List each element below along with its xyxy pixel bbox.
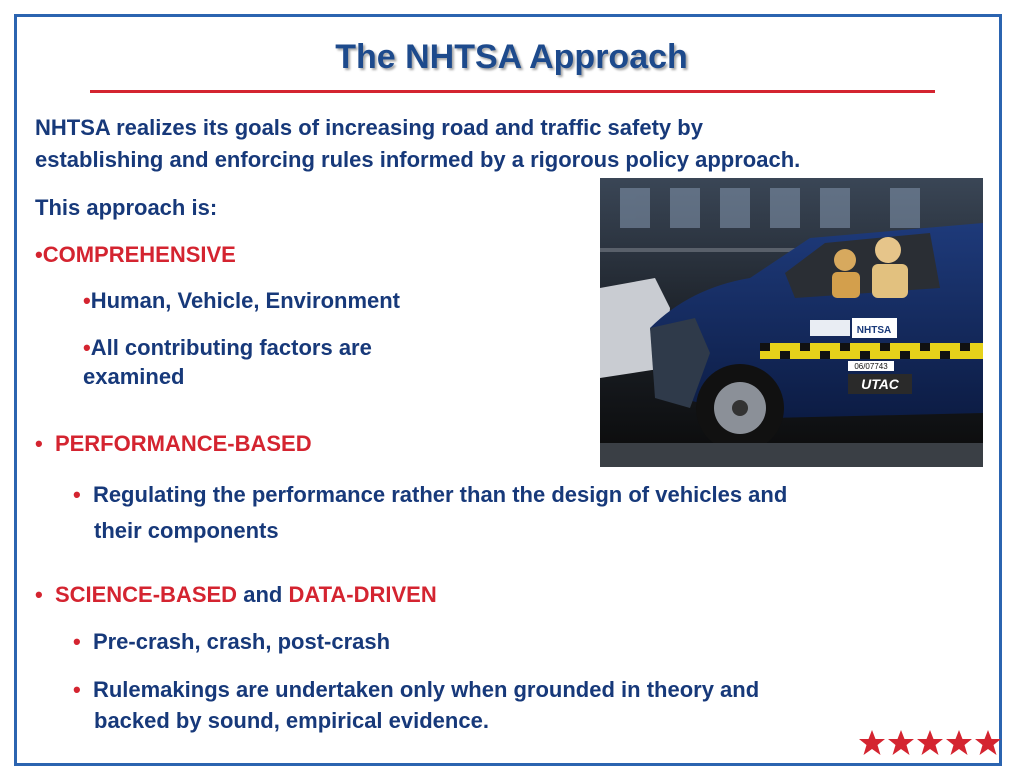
- intro-line-1: NHTSA realizes its goals of increasing road and traffic safety by: [35, 115, 703, 140]
- bullet-dot: •: [73, 677, 81, 702]
- sub-bullet-text: Human, Vehicle, Environment: [90, 288, 401, 313]
- bullet-dot: •: [73, 482, 81, 507]
- performance-heading: PERFORMANCE-BASED: [54, 431, 312, 456]
- sub-bullet: [73, 627, 390, 657]
- slide-title: The NHTSA Approach: [335, 38, 688, 76]
- intro-line-2: establishing and enforcing rules informed by a rigorous policy approach.: [35, 147, 801, 172]
- bullet-comprehensive: [35, 240, 236, 270]
- bullet-dot: •: [35, 431, 43, 456]
- sub-bullet-text: Rulemakings are undertaken only when grounded in theory and: [92, 677, 760, 702]
- utac-sticker: UTAC: [861, 376, 899, 392]
- sub-bullet-continued: backed by sound, empirical evidence.: [94, 708, 489, 733]
- science-heading: SCIENCE-BASED: [54, 582, 238, 607]
- five-star-rating-logo: [858, 728, 1003, 758]
- bullet-dot: •: [35, 242, 43, 267]
- bullet-dot: •: [83, 288, 91, 313]
- sub-bullet: [83, 286, 400, 316]
- test-number: 06/07743: [854, 362, 888, 371]
- bullet-science: [35, 580, 437, 610]
- sub-bullet: [73, 480, 787, 510]
- bullet-dot: •: [73, 629, 81, 654]
- approach-label: This approach is:: [35, 195, 218, 220]
- title-underline: [90, 90, 935, 93]
- data-heading: DATA-DRIVEN: [288, 582, 437, 607]
- comprehensive-heading: COMPREHENSIVE: [42, 242, 236, 267]
- crash-test-photo: [600, 178, 983, 467]
- sub-bullet-text: Pre-crash, crash, post-crash: [92, 629, 391, 654]
- and-text: and: [243, 582, 283, 607]
- bullet-dot: •: [83, 335, 91, 360]
- sub-bullet: [83, 333, 372, 363]
- crash-car-illustration: [600, 178, 983, 467]
- sub-bullet: [73, 675, 759, 705]
- star-icon: [859, 730, 1001, 755]
- sub-bullet-text: All contributing factors are: [90, 335, 372, 360]
- sub-bullet-continued: examined: [83, 364, 185, 389]
- bullet-dot: •: [35, 582, 43, 607]
- sub-bullet-continued: their components: [94, 518, 279, 543]
- bullet-performance: [35, 429, 312, 459]
- sub-bullet-text: Regulating the performance rather than the design of vehicles and: [92, 482, 788, 507]
- nhtsa-sticker: NHTSA: [856, 325, 892, 336]
